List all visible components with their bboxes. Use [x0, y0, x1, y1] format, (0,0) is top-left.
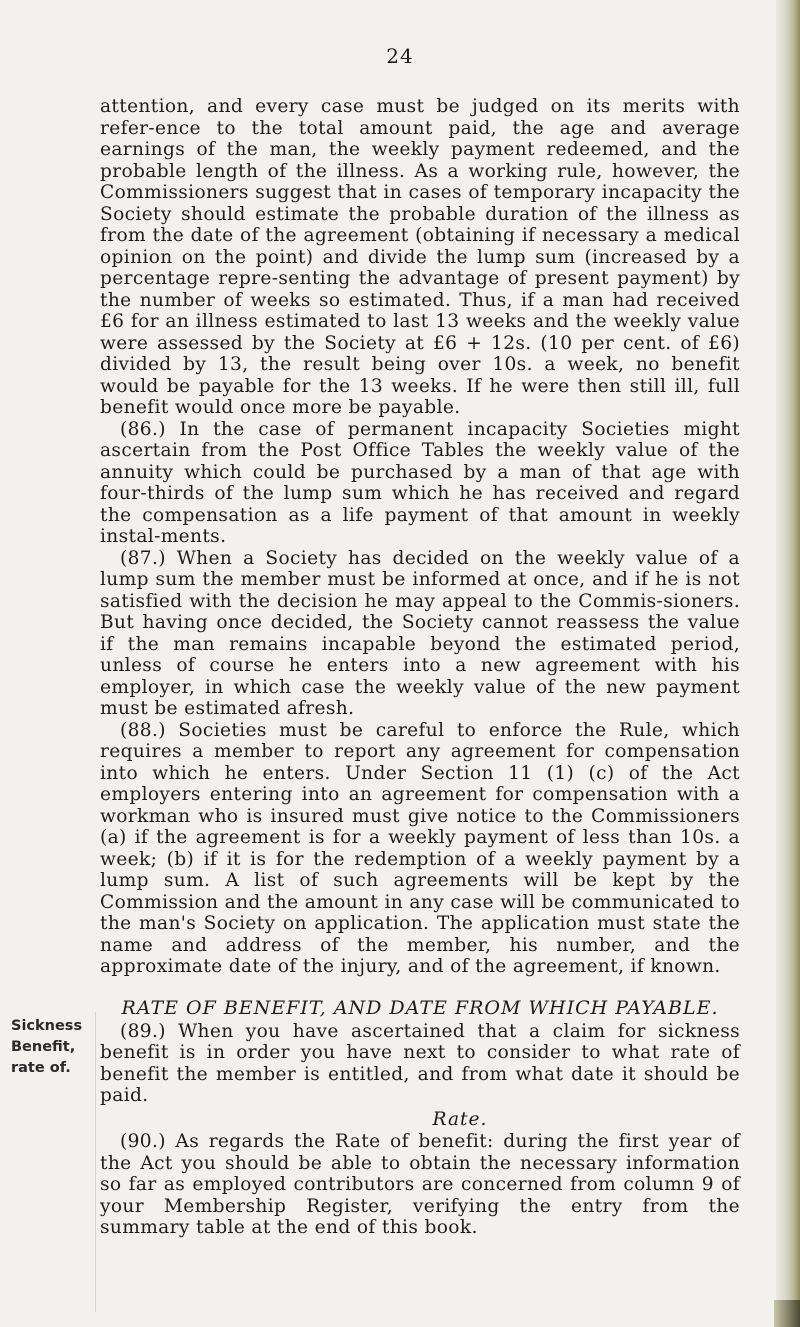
margin-note-line: rate of.	[11, 1060, 71, 1076]
page-edge-shadow	[776, 0, 800, 1327]
subheading-rate: Rate.	[432, 1108, 488, 1130]
section-heading: RATE OF BENEFIT, AND DATE FROM WHICH PAYABLE.	[121, 996, 719, 1019]
paragraph-90: (90.) As regards the Rate of benefit: during the first year of the Act you should be able to obtain the necessary information so far as employed contributors are concerned from column 9 of your Membership Register, verifying the entry from the summary table at the end of this book.	[100, 1131, 740, 1238]
paragraph-87: (87.) When a Society has decided on the weekly value of a lump sum the member must be informed at once, and if he is not satisfied with the decision he may appeal to the Commis-sioners. But having once decided, the Society cannot reassess the value if the man remains incapable beyond the estimated period, unless of course he enters into a new agreement with his employer, in which case the weekly value of the new payment must be estimated afresh.	[100, 547, 740, 719]
body-text	[100, 96, 740, 1239]
page-corner-shadow	[774, 1300, 800, 1327]
page-number: 24	[386, 44, 414, 68]
paragraph-88: (88.) Societies must be careful to enforce the Rule, which requires a member to report any agreement for compensation into which he enters. Under Section 11 (1) (c) of the Act employers entering into an agreement for compensation with a workman who is insured must give notice to the Commissioners (a) if the agreement is for a weekly payment of less than 10s. a week; (b) if it is for the redemption of a weekly payment by a lump sum. A list of such agreements will be kept by the Commission and the amount in any case will be communicated to the man's Society on application. The application must state the name and address of the member, his number, and the approximate date of the injury, and of the agreement, if known.	[100, 719, 740, 977]
margin-note	[11, 1016, 93, 1079]
margin-note-line: Benefit,	[11, 1039, 76, 1055]
paragraph-86: (86.) In the case of permanent incapacity Societies might ascertain from the Post Office Tables the weekly value of the annuity which could be purchased by a man of that age with four-thirds of the lump sum which he has received and regard the compensation as a life payment of that amount in weekly instal-ments.	[100, 418, 740, 547]
paragraph-85-continued: attention, and every case must be judged on its merits with refer-ence to the total amount paid, the age and average earnings of the man, the weekly payment redeemed, and the probable length of the illness. As a working rule, however, the Commissioners suggest that in cases of temporary incapacity the Society should estimate the probable duration of the illness as from the date of the agreement (obtaining if necessary a medical opinion on the point) and divide the lump sum (increased by a percentage repre-senting the advantage of present payment) by the number of weeks so estimated. Thus, if a man had received £6 for an illness estimated to last 13 weeks and the weekly value were assessed by the Society at £6 + 12s. (10 per cent. of £6) divided by 13, the result being over 10s. a week, no benefit would be payable for the 13 weeks. If he were then still ill, full benefit would once more be payable.	[100, 96, 740, 418]
paragraph-89: (89.) When you have ascertained that a claim for sickness benefit is in order you have next to consider to what rate of benefit the member is entitled, and from what date it should be paid.	[100, 1020, 740, 1106]
margin-note-line: Sickness	[11, 1018, 83, 1034]
margin-rule	[95, 1012, 96, 1312]
